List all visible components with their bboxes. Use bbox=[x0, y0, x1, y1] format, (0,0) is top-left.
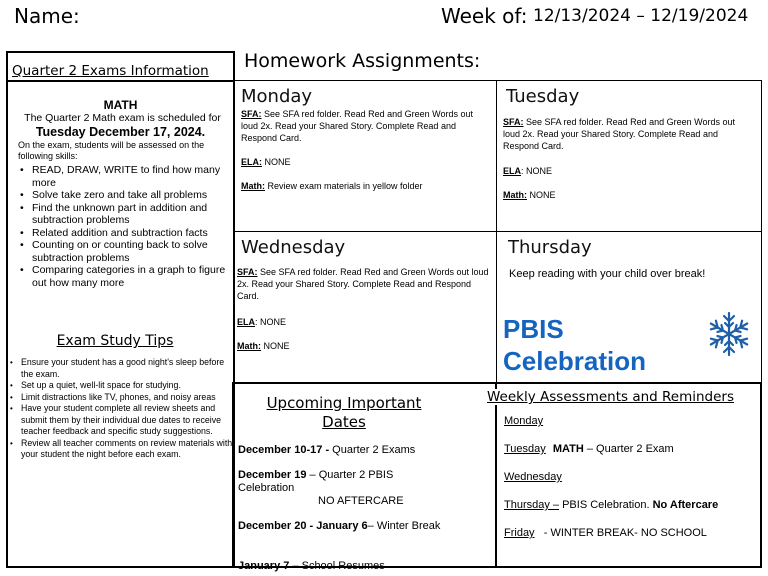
name-label: Name: bbox=[14, 4, 80, 28]
day-label: Friday bbox=[504, 527, 535, 539]
tuesday-title: Tuesday bbox=[506, 86, 580, 107]
exam-date: Tuesday December 17, 2024. bbox=[35, 125, 206, 139]
date-label: December 10-17 - bbox=[238, 444, 330, 456]
list-item: • Find the unknown part in addition and subtraction problems bbox=[18, 202, 230, 227]
friday-text: - WINTER BREAK- NO SCHOOL bbox=[534, 527, 707, 539]
date-text: Quarter 2 Exams bbox=[329, 444, 416, 456]
ela-text: NONE bbox=[262, 157, 291, 167]
date-text: – School Resumes bbox=[289, 560, 385, 572]
monday-math bbox=[241, 180, 423, 192]
sfa-label: SFA: bbox=[503, 117, 524, 127]
monday-sfa bbox=[241, 108, 491, 144]
dates-title-1: Upcoming Important bbox=[266, 394, 422, 412]
ela-text: : NONE bbox=[521, 166, 553, 176]
dates-title-2: Dates bbox=[322, 413, 366, 431]
left-divider bbox=[6, 80, 235, 82]
thursday-title: Thursday bbox=[508, 237, 592, 258]
weekly-thursday bbox=[504, 499, 718, 511]
date-text: – Winter Break bbox=[367, 520, 441, 532]
weekly-friday bbox=[504, 527, 707, 539]
list-item: • Set up a quiet, well-lit space for studying. bbox=[9, 380, 233, 392]
tuesday-sfa bbox=[503, 116, 753, 152]
weekly-tuesday bbox=[504, 443, 674, 455]
tuesday-text: – Quarter 2 Exam bbox=[583, 443, 674, 455]
week-range: 12/13/2024 – 12/19/2024 bbox=[533, 6, 749, 26]
math-text: NONE bbox=[261, 341, 290, 351]
math-label: Math: bbox=[237, 341, 261, 351]
list-item: • Solve take zero and take all problems bbox=[18, 189, 230, 202]
tuesday-math bbox=[503, 189, 556, 201]
thursday-note: Keep reading with your child over break! bbox=[509, 268, 706, 280]
weekly-monday bbox=[504, 415, 543, 427]
ela-text: : NONE bbox=[255, 317, 287, 327]
sfa-text: See SFA red folder. Read Red and Green Words out loud 2x. Read your Shared Story. Complete Read and Respond Card. bbox=[237, 267, 489, 301]
thursday-bold: No Aftercare bbox=[652, 499, 719, 511]
ela-label: ELA bbox=[503, 166, 521, 176]
ela-label: ELA bbox=[237, 317, 255, 327]
math-label: Math: bbox=[241, 181, 265, 191]
day-label: Tuesday bbox=[504, 443, 546, 455]
date-label: January 7 bbox=[238, 560, 290, 572]
weekly-wednesday bbox=[504, 471, 562, 483]
study-tips-list bbox=[9, 357, 233, 461]
date-item bbox=[238, 520, 448, 533]
list-item: • Have your student complete all review sheets and submit them by their individual due dates to receive teacher feedback and specific study suggestions. bbox=[9, 403, 233, 438]
wednesday-title: Wednesday bbox=[241, 237, 346, 258]
list-item: • Ensure your student has a good night's sleep before the exam. bbox=[9, 357, 233, 380]
monday-title: Monday bbox=[241, 86, 313, 107]
thursday-text: PBIS Celebration. bbox=[559, 499, 653, 511]
list-item: • Comparing categories in a graph to figure out how many more bbox=[18, 264, 230, 289]
homework-title: Homework Assignments: bbox=[244, 50, 481, 72]
pbis-line1: PBIS bbox=[503, 314, 564, 344]
quarter-exams-title: Quarter 2 Exams Information bbox=[12, 63, 209, 79]
tuesday-ela bbox=[503, 165, 552, 177]
date-text: NO AFTERCARE bbox=[318, 495, 404, 507]
list-item: • Review all teacher comments on review materials with your student the night before each exam. bbox=[9, 438, 233, 461]
day-label: Thursday – bbox=[504, 499, 560, 511]
math-subject: MATH bbox=[103, 98, 138, 112]
sfa-text: See SFA red folder. Read Red and Green Words out loud 2x. Read your Shared Story. Complete Read and Respond Card. bbox=[503, 117, 735, 151]
weekly-title: Weekly Assessments and Reminders bbox=[487, 389, 735, 405]
assessed-text: On the exam, students will be assessed on the following skills: bbox=[18, 140, 205, 161]
sfa-label: SFA: bbox=[241, 109, 262, 119]
monday-ela bbox=[241, 156, 291, 168]
scheduled-text: The Quarter 2 Math exam is scheduled for bbox=[24, 112, 221, 124]
skills-list bbox=[18, 164, 230, 289]
math-text: NONE bbox=[527, 190, 556, 200]
tuesday-bold: MATH bbox=[552, 443, 584, 455]
day-label: Wednesday bbox=[504, 471, 562, 483]
snowflake-icon bbox=[707, 310, 751, 358]
math-text: Review exam materials in yellow folder bbox=[265, 181, 423, 191]
math-label: Math: bbox=[503, 190, 527, 200]
pbis-line2: Celebration bbox=[503, 346, 647, 376]
date-text: – Quarter 2 PBIS Celebration bbox=[238, 469, 394, 494]
list-item: • READ, DRAW, WRITE to find how many more bbox=[18, 164, 230, 189]
week-label: Week of: bbox=[441, 4, 528, 28]
day-label: Monday bbox=[504, 415, 544, 427]
ela-label: ELA: bbox=[241, 157, 262, 167]
list-item: • Limit distractions like TV, phones, and noisy areas bbox=[9, 392, 233, 404]
study-tips-title: Exam Study Tips bbox=[56, 333, 174, 349]
date-item bbox=[238, 444, 494, 457]
date-item bbox=[238, 469, 438, 495]
list-item: • Related addition and subtraction facts bbox=[18, 227, 230, 240]
date-label: December 19 bbox=[238, 469, 307, 481]
wednesday-ela bbox=[237, 316, 286, 328]
wednesday-math bbox=[237, 340, 290, 352]
sfa-text: See SFA red folder. Read Red and Green Words out loud 2x. Read your Shared Story. Complete Read and Respond Card. bbox=[241, 109, 473, 143]
list-item: • Counting on or counting back to solve subtraction problems bbox=[18, 239, 230, 264]
sfa-label: SFA: bbox=[237, 267, 258, 277]
date-label: December 20 - January 6 bbox=[238, 520, 368, 532]
wednesday-sfa bbox=[237, 266, 493, 302]
date-item bbox=[238, 560, 494, 573]
